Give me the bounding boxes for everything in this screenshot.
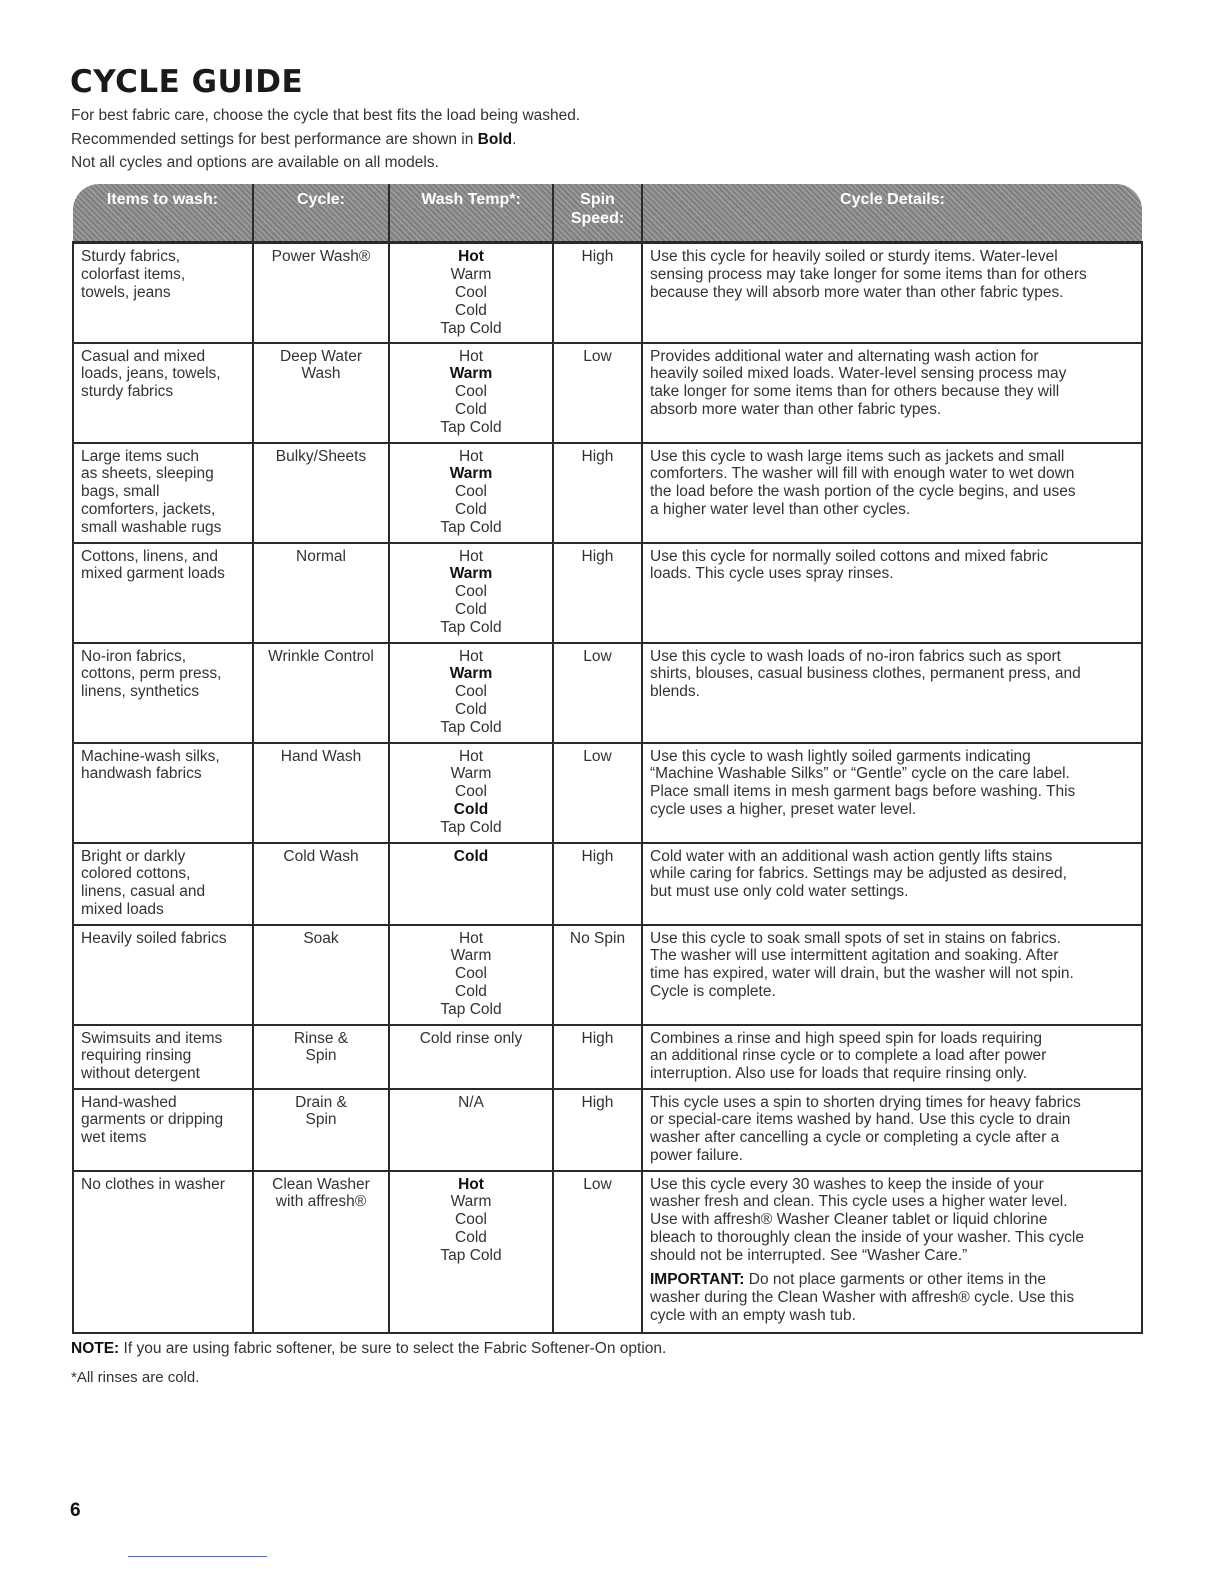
- cycle-name: Soak: [303, 929, 339, 947]
- details-line: Use this cycle for heavily soiled or sturdy items. Water-level: [650, 248, 1058, 265]
- wash-temp-cell: [389, 343, 553, 443]
- intro-line-2: Recommended settings for best performance are shown in Bold.: [71, 130, 517, 148]
- wash-temp-option: Tap Cold: [440, 1247, 502, 1265]
- wash-temp-cell: [389, 1089, 553, 1171]
- items-line: colored cottons,: [81, 865, 191, 883]
- wash-temp-option: Tap Cold: [440, 619, 502, 637]
- items-line: Bright or darkly: [81, 847, 186, 865]
- spin-speed-value: Low: [583, 347, 612, 365]
- cycle-cell: [253, 243, 389, 343]
- important-note: [650, 1271, 1134, 1325]
- items-line: sturdy fabrics: [81, 383, 174, 401]
- cycle-name: with affresh®: [275, 1193, 367, 1211]
- details-line: washer fresh and clean. This cycle uses a higher water level.: [650, 1193, 1068, 1211]
- wash-temp-option: Hot: [458, 747, 484, 765]
- details-line: or special-care items washed by hand. Use this cycle to drain: [650, 1111, 1071, 1129]
- details-line: Use with affresh® Washer Cleaner tablet or liquid chlorine: [650, 1211, 1048, 1229]
- fabric-softener-note: [71, 1338, 666, 1360]
- cycle-name: Normal: [296, 547, 346, 565]
- intro-line-1: For best fabric care, choose the cycle that best fits the load being washed.: [71, 107, 581, 124]
- spin-speed-cell: [553, 1025, 642, 1089]
- details-line: shirts, blouses, casual business clothes, permanent press, and: [650, 665, 1081, 683]
- items-line: requiring rinsing: [81, 1047, 192, 1065]
- cycle-details-cell: [642, 543, 1142, 643]
- spin-speed-cell: [553, 1089, 642, 1171]
- cycle-cell: [253, 343, 389, 443]
- cycle-details-cell: [642, 1171, 1142, 1333]
- cycle-details-text: [650, 348, 1134, 420]
- items-cell: [73, 743, 253, 843]
- details-line: comforters. The washer will fill with enough water to wet down: [650, 465, 1075, 483]
- cycle-name: Deep Water: [279, 347, 363, 365]
- cycle-details-cell: [642, 443, 1142, 543]
- spin-speed-cell: [553, 343, 642, 443]
- items-line: without detergent: [81, 1065, 200, 1083]
- page-number: 6: [70, 1500, 81, 1521]
- details-line: Provides additional water and alternating wash action for: [650, 347, 1039, 365]
- cycle-details-text: [650, 1176, 1134, 1266]
- items-line: Heavily soiled fabrics: [81, 929, 227, 947]
- items-line: Large items such: [81, 447, 200, 465]
- wash-temp-option: Cool: [455, 783, 487, 801]
- wash-temp-option: Hot: [458, 929, 484, 947]
- wash-temp-option: Hot: [458, 547, 484, 565]
- items-line: handwash fabrics: [81, 765, 202, 783]
- table-row: [73, 243, 1142, 343]
- wash-temp-option: Warm: [449, 465, 493, 483]
- table-row: [73, 743, 1142, 843]
- note-label: NOTE:: [71, 1340, 120, 1357]
- wash-temp-cell: [389, 543, 553, 643]
- items-cell: [73, 843, 253, 925]
- wash-temp-cell: [389, 1171, 553, 1333]
- details-line: a higher water level than other cycles.: [650, 501, 911, 519]
- cycle-name: Spin: [305, 1111, 337, 1129]
- items-line: towels, jeans: [81, 283, 171, 301]
- details-line: Use this cycle to wash lightly soiled garments indicating: [650, 747, 1031, 765]
- details-line: interruption. Also use for loads that require rinsing only.: [650, 1065, 1028, 1083]
- wash-temp-option: Cold: [453, 801, 489, 819]
- wash-temp-option: Cold: [453, 847, 489, 865]
- wash-temp-option: Warm: [450, 1193, 492, 1211]
- wash-temp-cell: [389, 443, 553, 543]
- wash-temp-option: Cold: [455, 701, 487, 719]
- spin-speed-value: High: [581, 1029, 614, 1047]
- items-line: linens, synthetics: [81, 683, 200, 701]
- details-line: heavily soiled mixed loads. Water-level sensing process may: [650, 365, 1067, 383]
- details-line: loads. This cycle uses spray rinses.: [650, 565, 894, 583]
- spin-speed-cell: [553, 925, 642, 1025]
- wash-temp-option: Cool: [455, 383, 487, 401]
- details-line: This cycle uses a spin to shorten drying times for heavy fabrics: [650, 1093, 1081, 1111]
- wash-temp-option: Hot: [458, 347, 484, 365]
- wash-temp-cell: [389, 925, 553, 1025]
- details-line: Use this cycle to wash loads of no-iron fabrics such as sport: [650, 647, 1061, 665]
- items-cell: [73, 543, 253, 643]
- spin-speed-value: Low: [583, 747, 612, 765]
- bottom-rule: [128, 1556, 267, 1557]
- spin-speed-value: No Spin: [569, 929, 626, 947]
- items-line: Machine-wash silks,: [81, 747, 220, 765]
- cycle-details-cell: [642, 743, 1142, 843]
- items-line: Hand-washed: [81, 1093, 177, 1111]
- spin-speed-cell: [553, 643, 642, 743]
- wash-temp-option: Cool: [455, 1211, 487, 1229]
- details-line: blends.: [650, 683, 700, 701]
- wash-temp-option: Hot: [458, 1175, 484, 1193]
- wash-temp-option: Cold: [455, 301, 487, 319]
- wash-temp-option: Cool: [455, 483, 487, 501]
- cycle-cell: [253, 1025, 389, 1089]
- cycle-cell: [253, 925, 389, 1025]
- cycle-name: Clean Washer: [272, 1175, 370, 1193]
- cycle-details-cell: [642, 343, 1142, 443]
- items-line: No clothes in washer: [81, 1175, 225, 1193]
- items-line: cottons, perm press,: [81, 665, 222, 683]
- header-cycle-details: Cycle Details:: [642, 184, 1142, 243]
- cycle-name: Bulky/Sheets: [275, 447, 367, 465]
- details-line: but must use only cold water settings.: [650, 883, 909, 901]
- table-row: [73, 1089, 1142, 1171]
- table-body: [73, 243, 1142, 1333]
- details-line: while caring for fabrics. Settings may be adjusted as desired,: [650, 865, 1067, 883]
- wash-temp-option: Tap Cold: [440, 519, 502, 537]
- wash-temp-option: Warm: [449, 365, 493, 383]
- header-items-to-wash: Items to wash:: [73, 184, 253, 243]
- wash-temp-option: Cold: [455, 983, 487, 1001]
- items-line: mixed loads: [81, 901, 164, 919]
- spin-speed-cell: [553, 243, 642, 343]
- items-cell: [73, 1089, 253, 1171]
- cycle-details-cell: [642, 243, 1142, 343]
- wash-temp-option: Cool: [455, 965, 487, 983]
- details-line: Use this cycle for normally soiled cottons and mixed fabric: [650, 547, 1048, 565]
- table-row: [73, 543, 1142, 643]
- wash-temp-option: Hot: [458, 647, 484, 665]
- wash-temp-cell: [389, 743, 553, 843]
- items-line: loads, jeans, towels,: [81, 365, 221, 383]
- items-line: small washable rugs: [81, 519, 222, 537]
- cycle-details-text: [650, 748, 1134, 820]
- details-line: washer after cancelling a cycle or completing a cycle after a: [650, 1129, 1060, 1147]
- items-line: as sheets, sleeping: [81, 465, 214, 483]
- details-line: “Machine Washable Silks” or “Gentle” cycle on the care label.: [650, 765, 1070, 783]
- cycle-name: Cold Wash: [283, 847, 359, 865]
- cycle-details-text: [650, 248, 1134, 302]
- details-line: Cold water with an additional wash action gently lifts stains: [650, 847, 1053, 865]
- details-line: Use this cycle every 30 washes to keep the inside of your: [650, 1175, 1044, 1193]
- items-line: No-iron fabrics,: [81, 647, 187, 665]
- wash-temp-option: Hot: [458, 447, 484, 465]
- table-header-row: [73, 184, 1142, 243]
- wash-temp-option: Cool: [455, 283, 487, 301]
- items-cell: [73, 1171, 253, 1333]
- wash-temp-option: Warm: [450, 765, 492, 783]
- details-line: time has expired, water will drain, but the washer will not spin.: [650, 965, 1074, 983]
- items-cell: [73, 443, 253, 543]
- wash-temp-option: Tap Cold: [440, 719, 502, 737]
- cycle-cell: [253, 1089, 389, 1171]
- cycle-name: Rinse &: [293, 1029, 349, 1047]
- spin-speed-value: High: [581, 248, 614, 265]
- cycle-cell: [253, 743, 389, 843]
- items-cell: [73, 343, 253, 443]
- items-line: comforters, jackets,: [81, 501, 216, 519]
- items-line: Casual and mixed: [81, 347, 206, 365]
- cycle-guide-table: [72, 184, 1143, 1334]
- table-row: [73, 343, 1142, 443]
- items-cell: [73, 643, 253, 743]
- cycle-cell: [253, 543, 389, 643]
- cycle-name: Spin: [305, 1047, 337, 1065]
- cycle-details-text: [650, 548, 1134, 584]
- cycle-name: Power Wash®: [271, 248, 371, 265]
- spin-speed-cell: [553, 543, 642, 643]
- rinse-footnote: *All rinses are cold.: [71, 1369, 200, 1386]
- wash-temp-cell: [389, 243, 553, 343]
- important-line: washer during the Clean Washer with affresh® cycle. Use this: [650, 1288, 1075, 1306]
- wash-temp-option: Cool: [455, 583, 487, 601]
- wash-temp-cell: [389, 643, 553, 743]
- wash-temp-option: Warm: [450, 947, 492, 965]
- spin-speed-cell: [553, 1171, 642, 1333]
- details-line: Use this cycle to wash large items such as jackets and small: [650, 447, 1065, 465]
- important-line: cycle with an empty wash tub.: [650, 1306, 856, 1324]
- items-line: Swimsuits and items: [81, 1029, 223, 1047]
- wash-temp-cell: [389, 1025, 553, 1089]
- details-line: The washer will use intermittent agitation and soaking. After: [650, 947, 1059, 965]
- spin-speed-value: High: [581, 1093, 614, 1111]
- bold-emphasis: Bold: [477, 130, 513, 148]
- cycle-name: Wrinkle Control: [268, 647, 374, 665]
- wash-temp-cell: [389, 843, 553, 925]
- header-spin-speed: Spin Speed:: [553, 184, 642, 243]
- important-label: IMPORTANT:: [650, 1271, 745, 1289]
- details-line: bleach to thoroughly clean the inside of your washer. This cycle: [650, 1229, 1084, 1247]
- wash-temp-option: Warm: [449, 565, 493, 583]
- wash-temp-option: Cold: [455, 1229, 487, 1247]
- details-line: Place small items in mesh garment bags before washing. This: [650, 783, 1076, 801]
- cycle-details-text: [650, 930, 1134, 1002]
- spin-speed-value: High: [581, 447, 614, 465]
- wash-temp-option: Cool: [455, 683, 487, 701]
- items-cell: [73, 1025, 253, 1089]
- header-wash-temp: Wash Temp*:: [389, 184, 553, 243]
- cycle-name: Wash: [301, 365, 341, 383]
- cycle-name: Hand Wash: [280, 747, 362, 765]
- details-line: sensing process may take longer for some items than for others: [650, 265, 1087, 283]
- table-row: [73, 643, 1142, 743]
- wash-temp-option: Cold: [455, 501, 487, 519]
- details-line: because they will absorb more water than other fabric types.: [650, 283, 1064, 301]
- spin-speed-value: Low: [583, 1175, 612, 1193]
- intro-text: [71, 104, 580, 175]
- cycle-details-text: [650, 1030, 1134, 1084]
- cycle-details-cell: [642, 925, 1142, 1025]
- details-line: Combines a rinse and high speed spin for loads requiring: [650, 1029, 1043, 1047]
- items-line: linens, casual and: [81, 883, 206, 901]
- spin-speed-cell: [553, 843, 642, 925]
- note-text: If you are using fabric softener, be sure to select the Fabric Softener-On option.: [119, 1340, 667, 1357]
- details-line: absorb more water than other fabric types.: [650, 401, 942, 419]
- details-line: Use this cycle to soak small spots of set in stains on fabrics.: [650, 929, 1061, 947]
- spin-speed-cell: [553, 443, 642, 543]
- items-line: colorfast items,: [81, 265, 186, 283]
- wash-temp-option: Tap Cold: [440, 419, 502, 437]
- items-line: Cottons, linens, and: [81, 547, 219, 565]
- cycle-details-cell: [642, 643, 1142, 743]
- details-line: Cycle is complete.: [650, 983, 776, 1001]
- details-line: should not be interrupted. See “Washer Care.”: [650, 1247, 968, 1265]
- wash-temp-option: Tap Cold: [440, 319, 502, 337]
- cycle-name: Drain &: [295, 1093, 347, 1111]
- details-line: cycle uses a higher, preset water level.: [650, 801, 917, 819]
- wash-temp-option: Cold: [455, 401, 487, 419]
- cycle-cell: [253, 1171, 389, 1333]
- table-row: [73, 925, 1142, 1025]
- details-line: power failure.: [650, 1147, 744, 1165]
- cycle-details-text: [650, 648, 1134, 702]
- cycle-cell: [253, 843, 389, 925]
- wash-temp-option: Cold: [455, 601, 487, 619]
- wash-temp-option: Warm: [449, 665, 493, 683]
- items-line: mixed garment loads: [81, 565, 225, 583]
- details-line: the load before the wash portion of the cycle begins, and uses: [650, 483, 1076, 501]
- cycle-details-cell: [642, 843, 1142, 925]
- table-row: [73, 443, 1142, 543]
- table-row: [73, 1025, 1142, 1089]
- table-row: [73, 1171, 1142, 1333]
- items-line: Sturdy fabrics,: [81, 248, 181, 265]
- items-cell: [73, 243, 253, 343]
- cycle-details-text: [650, 1094, 1134, 1166]
- spin-speed-value: High: [581, 547, 614, 565]
- items-line: bags, small: [81, 483, 160, 501]
- details-line: take longer for some items than for others because they will: [650, 383, 1060, 401]
- spin-speed-value: High: [581, 847, 614, 865]
- table-row: [73, 843, 1142, 925]
- wash-temp-option: Tap Cold: [440, 819, 502, 837]
- items-line: wet items: [81, 1129, 147, 1147]
- intro-line-3: Not all cycles and options are available on all models.: [71, 154, 439, 171]
- details-line: an additional rinse cycle or to complete a load after power: [650, 1047, 1047, 1065]
- cycle-details-cell: [642, 1089, 1142, 1171]
- cycle-details-text: [650, 448, 1134, 520]
- wash-temp-option: N/A: [458, 1093, 484, 1111]
- items-line: garments or dripping: [81, 1111, 224, 1129]
- page-title: CYCLE GUIDE: [70, 64, 304, 100]
- header-cycle: Cycle:: [253, 184, 389, 243]
- important-line: Do not place garments or other items in the: [744, 1271, 1046, 1289]
- spin-speed-cell: [553, 743, 642, 843]
- spin-speed-value: Low: [583, 647, 612, 665]
- wash-temp-option: Warm: [450, 265, 492, 283]
- cycle-details-text: [650, 848, 1134, 902]
- wash-temp-option: Tap Cold: [440, 1001, 502, 1019]
- wash-temp-option: Hot: [458, 248, 484, 265]
- cycle-details-cell: [642, 1025, 1142, 1089]
- items-cell: [73, 925, 253, 1025]
- cycle-cell: [253, 443, 389, 543]
- cycle-cell: [253, 643, 389, 743]
- wash-temp-option: Cold rinse only: [419, 1029, 523, 1047]
